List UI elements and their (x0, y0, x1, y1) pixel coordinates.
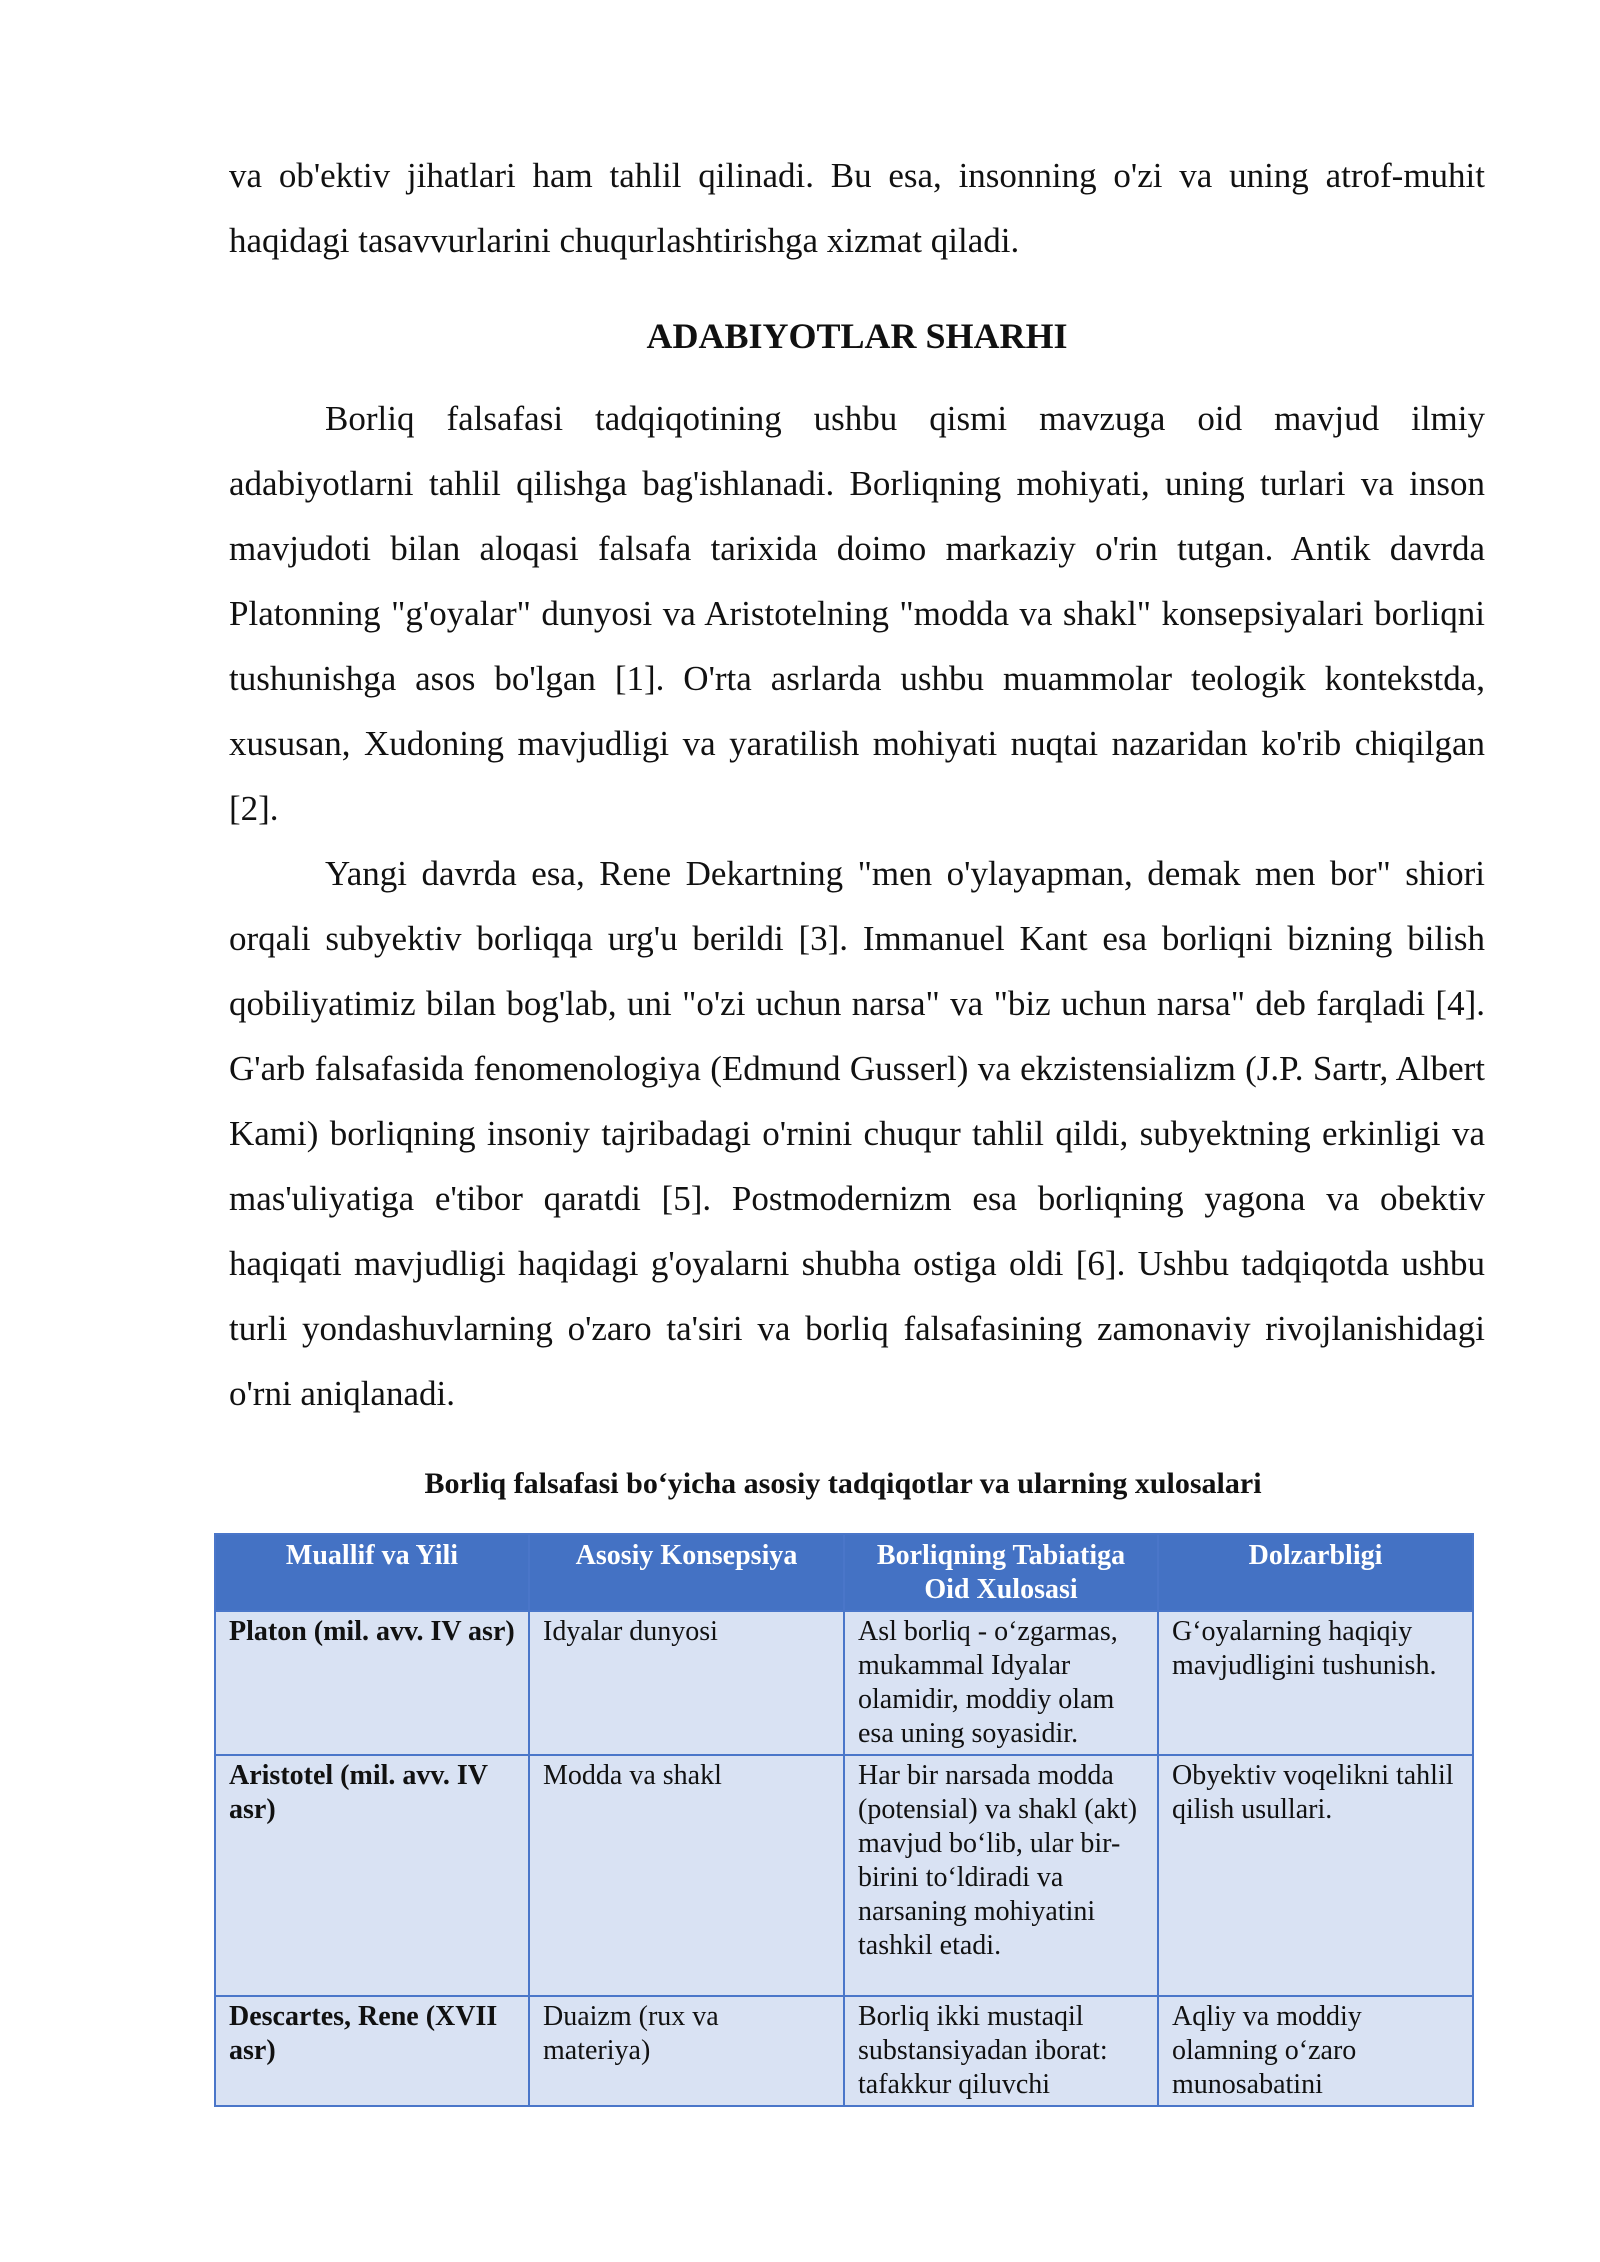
table-cell-concept: Modda va shakl (529, 1755, 844, 1996)
intro-paragraph: va ob'ektiv jihatlari ham tahlil qilinadi. Bu esa, insonning o'zi va uning atrof-muhit haqidagi tasavvurlarini chuqurlashtirishga xizmat qiladi. (229, 156, 1485, 260)
table-cell-conclusion: Borliq ikki mustaqil substansiyadan iborat: tafakkur qiluvchi (844, 1996, 1158, 2106)
section-heading: ADABIYOTLAR SHARHI (646, 316, 1068, 356)
table-cell-concept: Idyalar dunyosi (529, 1611, 844, 1755)
table-cell-concept: Duaizm (rux va materiya) (529, 1996, 844, 2106)
table-cell-relevance: G‘oyalarning haqiqiy mavjudligini tushunish. (1158, 1611, 1473, 1755)
column-header-conclusion: Borliqning Tabiatiga Oid Xulosasi (844, 1534, 1158, 1611)
table-row (215, 1996, 1473, 2106)
table-cell-author: Platon (mil. avv. IV asr) (215, 1611, 529, 1755)
table-cell-relevance: Obyektiv voqelikni tahlil qilish usullari. (1158, 1755, 1473, 1996)
column-header-author: Muallif va Yili (215, 1534, 529, 1611)
column-header-concept: Asosiy Konsepsiya (529, 1534, 844, 1611)
table-cell-conclusion: Har bir narsada modda (potensial) va shakl (akt) mavjud bo‘lib, ular bir-birini to‘ldiradi va narsaning mohiyatini tashkil etadi. (844, 1755, 1158, 1996)
body-paragraph: Yangi davrda esa, Rene Dekartning "men o'ylayapman, demak men bor" shiori orqali subyektiv borliqqa urg'u berildi [3]. Immanuel Kant esa borliqni bizning bilish qobiliyatimiz bilan bog'lab, uni "o'zi uchun narsa" va "biz uchun narsa" deb farqladi [4]. G'arb falsafasida fenomenologiya (Edmund Gusserl) va ekzistensializm (J.P. Sartr, Albert Kami) borliqning insoniy tajribadagi o'rnini chuqur tahlil qildi, subyektning erkinligi va mas'uliyatiga e'tibor qaratdi [5]. Postmodernizm esa borliqning yagona va obektiv haqiqati mavjudligi haqidagi g'oyalarni shubha ostiga oldi [6]. Ushbu tadqiqotda ushbu turli yondashuvlarning o'zaro ta'siri va borliq falsafasining zamonaviy rivojlanishidagi o'rni aniqlanadi. (229, 854, 1485, 1413)
table-cell-author: Aristotel (mil. avv. IV asr) (215, 1755, 529, 1996)
research-table (214, 1533, 1474, 2107)
table-caption: Borliq falsafasi bo‘yicha asosiy tadqiqotlar va ularning xulosalari (424, 1467, 1262, 1500)
table-row (215, 1755, 1473, 1996)
body-paragraph: Borliq falsafasi tadqiqotining ushbu qismi mavzuga oid mavjud ilmiy adabiyotlarni tahlil qilishga bag'ishlanadi. Borliqning mohiyati, uning turlari va inson mavjudoti bilan aloqasi falsafa tarixida doimo markaziy o'rin tutgan. Antik davrda Platonning "g'oyalar" dunyosi va Aristotelning "modda va shakl" konsepsiyalari borliqni tushunishga asos bo'lgan [1]. O'rta asrlarda ushbu muammolar teologik kontekstda, xususan, Xudoning mavjudligi va yaratilish mohiyati nuqtai nazaridan ko'rib chiqilgan [2]. (229, 399, 1485, 828)
table-header-row (215, 1534, 1473, 1611)
table-cell-relevance: Aqliy va moddiy olamning o‘zaro munosabatini (1158, 1996, 1473, 2106)
table-cell-conclusion: Asl borliq - o‘zgarmas, mukammal Idyalar olamidir, moddiy olam esa uning soyasidir. (844, 1611, 1158, 1755)
column-header-relevance: Dolzarbligi (1158, 1534, 1473, 1611)
table-row (215, 1611, 1473, 1755)
table-cell-author: Descartes, Rene (XVII asr) (215, 1996, 529, 2106)
